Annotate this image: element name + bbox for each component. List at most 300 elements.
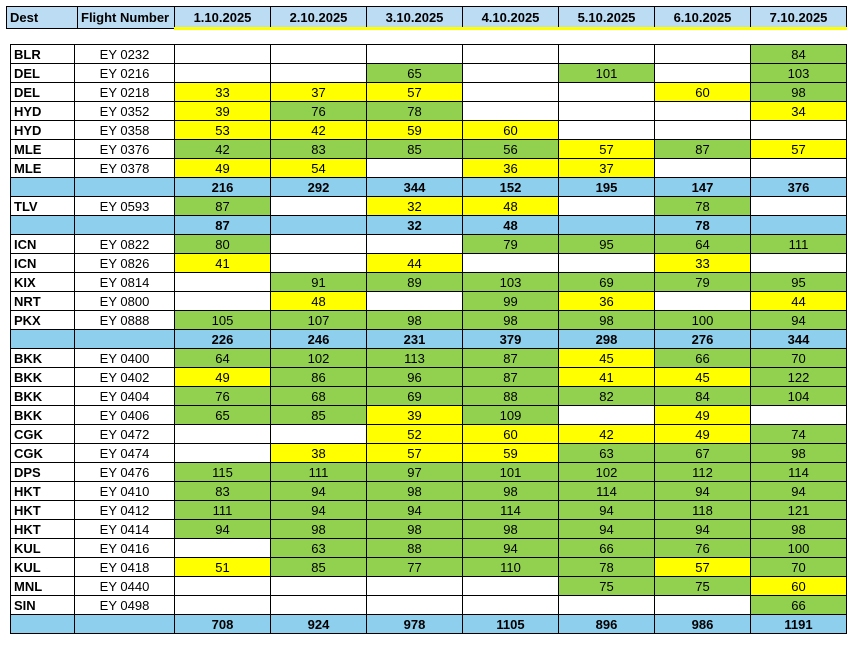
flight-number-cell: EY 0410 <box>75 482 175 501</box>
load-cell: 118 <box>655 501 751 520</box>
flight-row <box>11 444 847 463</box>
load-cell: 36 <box>463 159 559 178</box>
load-cell: 67 <box>655 444 751 463</box>
load-cell: 57 <box>367 444 463 463</box>
subtotal-row <box>11 615 847 634</box>
load-cell: 37 <box>271 83 367 102</box>
dest-cell: MLE <box>11 140 75 159</box>
subtotal-row <box>11 330 847 349</box>
load-cell: 64 <box>655 235 751 254</box>
load-cell: 105 <box>175 311 271 330</box>
load-cell <box>463 596 559 615</box>
load-cell <box>655 64 751 83</box>
flight-number-cell: EY 0414 <box>75 520 175 539</box>
header-row <box>7 7 847 29</box>
load-cell: 57 <box>367 83 463 102</box>
flight-number-cell: EY 0378 <box>75 159 175 178</box>
flight-row <box>11 121 847 140</box>
load-cell <box>271 577 367 596</box>
load-cell: 96 <box>367 368 463 387</box>
load-cell: 68 <box>271 387 367 406</box>
load-cell: 78 <box>367 102 463 121</box>
load-cell: 100 <box>655 311 751 330</box>
subtotal-cell: 344 <box>751 330 847 349</box>
load-cell <box>655 596 751 615</box>
subtotal-row <box>11 216 847 235</box>
load-cell: 63 <box>559 444 655 463</box>
flight-number-cell: EY 0593 <box>75 197 175 216</box>
load-cell: 76 <box>271 102 367 121</box>
flight-row <box>11 425 847 444</box>
load-cell: 98 <box>367 520 463 539</box>
flight-row <box>11 102 847 121</box>
load-cell: 122 <box>751 368 847 387</box>
load-cell: 94 <box>655 520 751 539</box>
load-cell <box>271 596 367 615</box>
load-cell: 66 <box>559 539 655 558</box>
load-cell: 76 <box>175 387 271 406</box>
load-cell: 44 <box>751 292 847 311</box>
load-cell <box>271 425 367 444</box>
load-cell: 75 <box>655 577 751 596</box>
flight-load-table <box>10 44 847 634</box>
load-cell: 98 <box>271 520 367 539</box>
flight-number-cell: EY 0376 <box>75 140 175 159</box>
load-cell: 75 <box>559 577 655 596</box>
load-cell: 94 <box>751 311 847 330</box>
date-header: 4.10.2025 <box>463 7 559 29</box>
load-cell: 100 <box>751 539 847 558</box>
flight-number-cell: EY 0888 <box>75 311 175 330</box>
flight-row <box>11 254 847 273</box>
subtotal-cell: 708 <box>175 615 271 634</box>
load-cell: 107 <box>271 311 367 330</box>
load-cell <box>751 121 847 140</box>
load-cell <box>271 235 367 254</box>
flight-row <box>11 463 847 482</box>
load-cell: 60 <box>751 577 847 596</box>
dest-cell: CGK <box>11 425 75 444</box>
load-cell: 86 <box>271 368 367 387</box>
dest-cell: KUL <box>11 558 75 577</box>
date-header: 6.10.2025 <box>655 7 751 29</box>
subtotal-cell: 48 <box>463 216 559 235</box>
load-cell <box>367 45 463 64</box>
load-cell: 111 <box>175 501 271 520</box>
flight-row <box>11 311 847 330</box>
flight-number-cell: EY 0814 <box>75 273 175 292</box>
flight-number-cell: EY 0406 <box>75 406 175 425</box>
flight-number-cell: EY 0400 <box>75 349 175 368</box>
load-cell: 114 <box>463 501 559 520</box>
flight-row <box>11 368 847 387</box>
load-cell: 99 <box>463 292 559 311</box>
load-cell: 102 <box>559 463 655 482</box>
flight-row <box>11 482 847 501</box>
load-cell: 69 <box>559 273 655 292</box>
load-cell: 98 <box>559 311 655 330</box>
load-cell: 94 <box>367 501 463 520</box>
load-cell: 80 <box>175 235 271 254</box>
load-cell: 69 <box>367 387 463 406</box>
load-cell: 104 <box>751 387 847 406</box>
load-cell: 70 <box>751 558 847 577</box>
dest-cell: KIX <box>11 273 75 292</box>
dest-cell: BKK <box>11 368 75 387</box>
load-cell: 59 <box>463 444 559 463</box>
load-cell: 103 <box>463 273 559 292</box>
load-cell: 95 <box>751 273 847 292</box>
load-cell <box>175 577 271 596</box>
load-cell <box>463 64 559 83</box>
flight-number-cell <box>75 178 175 197</box>
load-cell: 98 <box>751 83 847 102</box>
dest-cell: NRT <box>11 292 75 311</box>
date-header: 5.10.2025 <box>559 7 655 29</box>
load-cell <box>559 83 655 102</box>
flight-number-cell: EY 0476 <box>75 463 175 482</box>
subtotal-row <box>11 178 847 197</box>
load-cell: 34 <box>751 102 847 121</box>
load-cell: 51 <box>175 558 271 577</box>
load-cell: 33 <box>175 83 271 102</box>
subtotal-cell: 1105 <box>463 615 559 634</box>
flight-row <box>11 197 847 216</box>
subtotal-cell: 226 <box>175 330 271 349</box>
flight-number-cell: EY 0416 <box>75 539 175 558</box>
subtotal-cell: 376 <box>751 178 847 197</box>
flight-number-cell: EY 0218 <box>75 83 175 102</box>
load-cell <box>751 159 847 178</box>
dest-cell: SIN <box>11 596 75 615</box>
load-cell: 42 <box>271 121 367 140</box>
dest-cell <box>11 330 75 349</box>
flight-number-cell: EY 0440 <box>75 577 175 596</box>
load-cell: 57 <box>751 140 847 159</box>
load-cell: 74 <box>751 425 847 444</box>
flight-row <box>11 406 847 425</box>
load-cell: 83 <box>175 482 271 501</box>
flight-row <box>11 501 847 520</box>
load-cell <box>271 197 367 216</box>
load-cell <box>655 102 751 121</box>
load-cell: 60 <box>463 425 559 444</box>
dest-cell: BLR <box>11 45 75 64</box>
load-cell <box>463 83 559 102</box>
load-cell: 103 <box>751 64 847 83</box>
flight-number-cell: EY 0498 <box>75 596 175 615</box>
flight-number-cell <box>75 615 175 634</box>
load-cell <box>559 406 655 425</box>
subtotal-cell: 195 <box>559 178 655 197</box>
load-cell: 94 <box>559 501 655 520</box>
load-cell: 52 <box>367 425 463 444</box>
flight-number-cell: EY 0402 <box>75 368 175 387</box>
load-cell <box>367 235 463 254</box>
dest-cell: MNL <box>11 577 75 596</box>
load-cell: 54 <box>271 159 367 178</box>
flight-row <box>11 520 847 539</box>
dest-cell: BKK <box>11 349 75 368</box>
subtotal-cell: 379 <box>463 330 559 349</box>
dest-cell: DEL <box>11 83 75 102</box>
load-cell: 114 <box>559 482 655 501</box>
load-cell: 95 <box>559 235 655 254</box>
load-cell: 48 <box>271 292 367 311</box>
flight-number-cell: EY 0358 <box>75 121 175 140</box>
load-cell <box>655 159 751 178</box>
flight-row <box>11 577 847 596</box>
load-cell <box>175 596 271 615</box>
flight-number-cell: EY 0822 <box>75 235 175 254</box>
flight-row <box>11 292 847 311</box>
load-cell: 44 <box>367 254 463 273</box>
subtotal-cell: 344 <box>367 178 463 197</box>
load-cell: 102 <box>271 349 367 368</box>
subtotal-cell: 152 <box>463 178 559 197</box>
load-cell <box>463 254 559 273</box>
dest-cell: HKT <box>11 482 75 501</box>
load-cell <box>655 292 751 311</box>
load-cell: 37 <box>559 159 655 178</box>
load-cell: 63 <box>271 539 367 558</box>
load-cell: 33 <box>655 254 751 273</box>
subtotal-cell <box>751 216 847 235</box>
load-cell: 98 <box>367 482 463 501</box>
load-cell <box>175 273 271 292</box>
flight-number-cell: EY 0472 <box>75 425 175 444</box>
subtotal-cell: 1191 <box>751 615 847 634</box>
load-cell: 115 <box>175 463 271 482</box>
load-cell <box>559 254 655 273</box>
load-cell: 94 <box>463 539 559 558</box>
date-header: 7.10.2025 <box>751 7 847 29</box>
load-cell: 87 <box>175 197 271 216</box>
load-cell: 110 <box>463 558 559 577</box>
load-cell: 42 <box>559 425 655 444</box>
subtotal-cell: 978 <box>367 615 463 634</box>
load-cell: 98 <box>751 444 847 463</box>
load-cell <box>559 102 655 121</box>
date-header: 2.10.2025 <box>271 7 367 29</box>
flight-number-cell: EY 0826 <box>75 254 175 273</box>
load-cell <box>463 102 559 121</box>
load-cell: 97 <box>367 463 463 482</box>
load-cell <box>751 254 847 273</box>
load-cell: 79 <box>463 235 559 254</box>
dest-cell: HYD <box>11 121 75 140</box>
load-cell: 83 <box>271 140 367 159</box>
load-cell: 94 <box>559 520 655 539</box>
flight-row <box>11 140 847 159</box>
load-cell <box>655 45 751 64</box>
load-cell <box>751 406 847 425</box>
subtotal-cell: 147 <box>655 178 751 197</box>
load-cell: 88 <box>367 539 463 558</box>
flight-number-cell: EY 0352 <box>75 102 175 121</box>
subtotal-cell: 986 <box>655 615 751 634</box>
load-cell: 94 <box>175 520 271 539</box>
load-cell <box>271 45 367 64</box>
load-cell: 45 <box>559 349 655 368</box>
load-cell: 94 <box>751 482 847 501</box>
flight-row <box>11 387 847 406</box>
flight-number-cell: EY 0216 <box>75 64 175 83</box>
dest-cell <box>11 615 75 634</box>
load-cell: 66 <box>655 349 751 368</box>
subtotal-cell: 276 <box>655 330 751 349</box>
dest-cell: ICN <box>11 235 75 254</box>
load-cell: 87 <box>463 349 559 368</box>
subtotal-cell: 896 <box>559 615 655 634</box>
load-cell: 98 <box>367 311 463 330</box>
load-cell: 53 <box>175 121 271 140</box>
load-cell: 39 <box>367 406 463 425</box>
load-cell <box>175 45 271 64</box>
load-cell: 89 <box>367 273 463 292</box>
load-cell <box>463 45 559 64</box>
load-cell: 49 <box>175 159 271 178</box>
flight-row <box>11 159 847 178</box>
load-cell: 49 <box>655 406 751 425</box>
load-cell: 78 <box>559 558 655 577</box>
dest-cell: HKT <box>11 501 75 520</box>
load-cell: 85 <box>271 558 367 577</box>
flight-number-cell: EY 0474 <box>75 444 175 463</box>
dest-header: Dest <box>7 7 78 29</box>
load-cell <box>559 121 655 140</box>
load-cell <box>367 577 463 596</box>
load-cell: 42 <box>175 140 271 159</box>
load-cell <box>175 292 271 311</box>
load-cell <box>175 444 271 463</box>
load-cell: 101 <box>463 463 559 482</box>
dest-cell: KUL <box>11 539 75 558</box>
dest-cell: BKK <box>11 406 75 425</box>
load-cell <box>175 425 271 444</box>
load-cell <box>367 159 463 178</box>
load-cell <box>559 45 655 64</box>
flight-row <box>11 235 847 254</box>
load-cell <box>175 64 271 83</box>
load-cell: 85 <box>271 406 367 425</box>
load-cell: 64 <box>175 349 271 368</box>
dest-cell: HKT <box>11 520 75 539</box>
load-cell <box>463 577 559 596</box>
load-cell: 70 <box>751 349 847 368</box>
subtotal-cell: 216 <box>175 178 271 197</box>
flight-number-cell <box>75 330 175 349</box>
load-cell <box>271 254 367 273</box>
load-cell: 57 <box>559 140 655 159</box>
load-cell: 94 <box>271 482 367 501</box>
load-cell: 77 <box>367 558 463 577</box>
date-header: 3.10.2025 <box>367 7 463 29</box>
load-cell: 38 <box>271 444 367 463</box>
load-cell: 112 <box>655 463 751 482</box>
load-cell: 111 <box>751 235 847 254</box>
flight-row <box>11 349 847 368</box>
subtotal-cell <box>559 216 655 235</box>
load-cell: 45 <box>655 368 751 387</box>
load-cell <box>655 121 751 140</box>
load-cell: 94 <box>271 501 367 520</box>
dest-cell: MLE <box>11 159 75 178</box>
load-cell: 79 <box>655 273 751 292</box>
load-cell <box>367 596 463 615</box>
load-cell: 48 <box>463 197 559 216</box>
load-cell: 113 <box>367 349 463 368</box>
dest-cell: ICN <box>11 254 75 273</box>
dest-cell: TLV <box>11 197 75 216</box>
load-cell: 41 <box>559 368 655 387</box>
load-cell: 101 <box>559 64 655 83</box>
dest-cell: PKX <box>11 311 75 330</box>
flight-number-header: Flight Number <box>78 7 175 29</box>
load-cell: 82 <box>559 387 655 406</box>
load-cell: 94 <box>655 482 751 501</box>
flight-number-cell: EY 0418 <box>75 558 175 577</box>
subtotal-cell: 32 <box>367 216 463 235</box>
load-cell: 36 <box>559 292 655 311</box>
subtotal-cell: 87 <box>175 216 271 235</box>
dest-cell: DEL <box>11 64 75 83</box>
load-cell <box>559 197 655 216</box>
flight-number-cell <box>75 216 175 235</box>
flight-number-cell: EY 0404 <box>75 387 175 406</box>
dest-cell <box>11 178 75 197</box>
flight-row <box>11 83 847 102</box>
flight-number-cell: EY 0412 <box>75 501 175 520</box>
dest-cell: BKK <box>11 387 75 406</box>
load-cell: 78 <box>655 197 751 216</box>
load-cell: 76 <box>655 539 751 558</box>
flight-row <box>11 45 847 64</box>
subtotal-cell: 231 <box>367 330 463 349</box>
dest-cell: HYD <box>11 102 75 121</box>
load-cell: 56 <box>463 140 559 159</box>
load-cell: 65 <box>367 64 463 83</box>
subtotal-cell: 298 <box>559 330 655 349</box>
dest-cell: CGK <box>11 444 75 463</box>
load-cell: 59 <box>367 121 463 140</box>
load-cell: 60 <box>463 121 559 140</box>
load-cell <box>367 292 463 311</box>
load-cell: 109 <box>463 406 559 425</box>
subtotal-cell: 78 <box>655 216 751 235</box>
load-cell: 49 <box>655 425 751 444</box>
load-cell: 98 <box>751 520 847 539</box>
load-cell: 49 <box>175 368 271 387</box>
load-cell <box>175 539 271 558</box>
load-cell: 85 <box>367 140 463 159</box>
flight-row <box>11 596 847 615</box>
load-cell: 121 <box>751 501 847 520</box>
flight-number-cell: EY 0232 <box>75 45 175 64</box>
load-cell <box>559 596 655 615</box>
load-cell: 65 <box>175 406 271 425</box>
flight-row <box>11 64 847 83</box>
load-cell: 41 <box>175 254 271 273</box>
subtotal-cell: 246 <box>271 330 367 349</box>
load-cell: 87 <box>655 140 751 159</box>
flight-row <box>11 558 847 577</box>
date-header: 1.10.2025 <box>175 7 271 29</box>
load-cell: 32 <box>367 197 463 216</box>
load-cell: 87 <box>463 368 559 387</box>
load-cell: 111 <box>271 463 367 482</box>
dest-cell <box>11 216 75 235</box>
